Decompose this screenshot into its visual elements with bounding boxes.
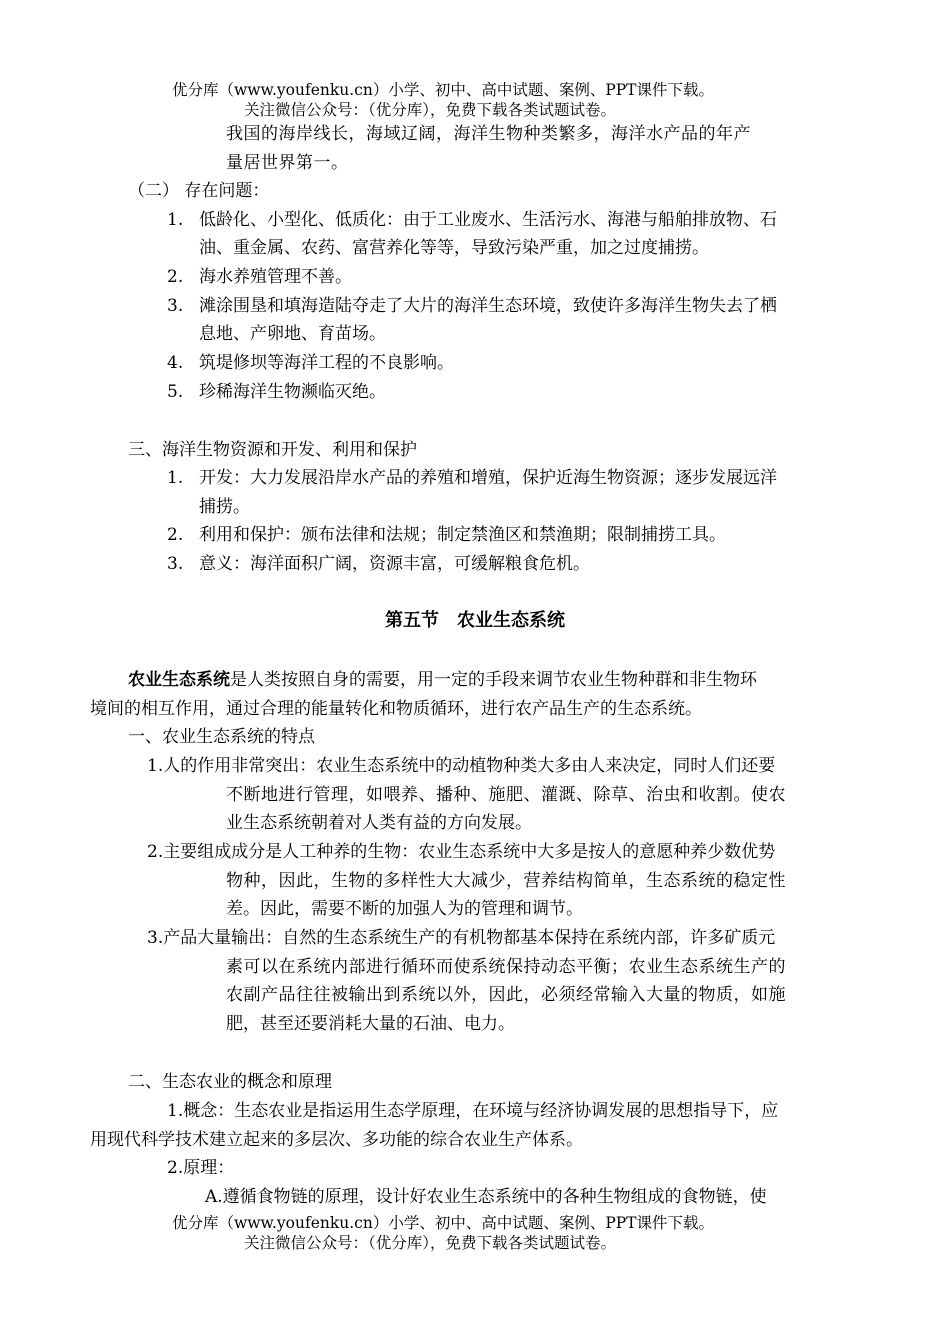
list-number: 1. [167, 468, 184, 488]
feature-2-line-2: 物种，因此，生物的多样性大大减少，营养结构简单，生态系统的稳定性 [226, 871, 786, 891]
problems-heading: （二） 存在问题： [128, 181, 270, 201]
list-number: 2. [167, 267, 184, 287]
features-heading: 一、农业生态系统的特点 [128, 727, 315, 747]
feature-2-line-1: 2.主要组成成分是人工种养的生物：农业生态系统中大多是按人的意愿种养少数优势 [147, 842, 776, 862]
problem-item-3 [167, 293, 777, 319]
problem-text: 海水养殖管理不善。 [199, 267, 352, 287]
problem-text: 滩涂围垦和填海造陆夺走了大片的海洋生态环境，致使许多海洋生物失去了栖 [199, 296, 777, 316]
feature-3-line-2: 素可以在系统内部进行循环而使系统保持动态平衡；农业生态系统生产的 [226, 957, 786, 977]
feature-1-line-3: 业生态系统朝着对人类有益的方向发展。 [226, 813, 532, 833]
list-number: 4. [167, 353, 184, 373]
footer-line-2: 关注微信公众号：（优分库），免费下载各类试题试卷。 [244, 1234, 617, 1252]
feature-1-line-1: 1.人的作用非常突出：农业生态系统中的动植物种类大多由人来决定，同时人们还要 [147, 756, 776, 776]
section-3-text: 开发：大力发展沿岸水产品的养殖和增殖，保护近海生物资源；逐步发展远洋 [199, 468, 777, 488]
ecoag-principle-a: A.遵循食物链的原理，设计好农业生态系统中的各种生物组成的食物链，使 [205, 1187, 767, 1207]
list-number: 5. [167, 382, 184, 402]
problem-item-5 [167, 379, 386, 405]
problem-item-1 [167, 207, 777, 233]
intro-line-1: 我国的海岸线长，海域辽阔，海洋生物种类繁多，海洋水产品的年产 [226, 124, 751, 144]
header-line-1: 优分库（www.youfenku.cn）小学、初中、高中试题、案例、PPT课件下载。 [172, 81, 715, 99]
feature-3-line-1: 3.产品大量输出：自然的生态系统生产的有机物都基本保持在系统内部，许多矿质元 [147, 928, 776, 948]
problem-text: 筑堤修坝等海洋工程的不良影响。 [199, 353, 454, 373]
definition-term: 农业生态系统 [128, 670, 230, 690]
header-line-2: 关注微信公众号：（优分库），免费下载各类试题试卷。 [244, 101, 617, 119]
list-number: 1. [167, 210, 184, 230]
list-number: 2. [167, 525, 184, 545]
ecoag-heading: 二、生态农业的概念和原理 [128, 1072, 332, 1092]
section-3-text: 意义：海洋面积广阔，资源丰富，可缓解粮食危机。 [199, 554, 590, 574]
section-3-text: 利用和保护：颁布法律和法规；制定禁渔区和禁渔期；限制捕捞工具。 [199, 525, 726, 545]
ecoag-concept-line-1: 1.概念：生态农业是指运用生态学原理，在环境与经济协调发展的思想指导下，应 [167, 1101, 779, 1121]
definition-line-2: 境间的相互作用，通过合理的能量转化和物质循环，进行农产品生产的生态系统。 [90, 699, 702, 719]
section-3-item-3 [167, 551, 590, 577]
list-number: 3. [167, 554, 184, 574]
problem-item-4 [167, 350, 454, 376]
list-number: 3. [167, 296, 184, 316]
problem-item-1-cont: 油、重金属、农药、富营养化等等，导致污染严重，加之过度捕捞。 [199, 238, 709, 258]
ecoag-concept-line-2: 用现代科学技术建立起来的多层次、多功能的综合农业生产体系。 [90, 1130, 583, 1150]
definition-line-1 [128, 667, 757, 693]
feature-3-line-4: 肥，甚至还要消耗大量的石油、电力。 [226, 1014, 515, 1034]
ecoag-principle: 2.原理： [167, 1158, 235, 1178]
feature-3-line-3: 农副产品往往被输出到系统以外，因此，必须经常输入大量的物质，如施 [226, 985, 786, 1005]
section-title: 第五节 农业生态系统 [385, 610, 565, 631]
problem-text: 低龄化、小型化、低质化：由于工业废水、生活污水、海港与船舶排放物、石 [199, 210, 777, 230]
problem-item-2 [167, 264, 352, 290]
intro-line-2: 量居世界第一。 [226, 153, 349, 173]
problem-text: 珍稀海洋生物濒临灭绝。 [199, 382, 386, 402]
problem-item-3-cont: 息地、产卵地、育苗场。 [199, 324, 386, 344]
section-3-item-1 [167, 465, 777, 491]
definition-text: 是人类按照自身的需要，用一定的手段来调节农业生物种群和非生物环 [230, 670, 757, 690]
section-3-item-1-cont: 捕捞。 [199, 497, 250, 517]
footer-line-1: 优分库（www.youfenku.cn）小学、初中、高中试题、案例、PPT课件下载。 [172, 1214, 715, 1232]
feature-2-line-3: 差。因此，需要不断的加强人为的管理和调节。 [226, 899, 583, 919]
section-3-item-2 [167, 522, 726, 548]
feature-1-line-2: 不断地进行管理，如喂养、播种、施肥、灌溉、除草、治虫和收割。使农 [226, 785, 786, 805]
section-3-heading: 三、海洋生物资源和开发、利用和保护 [128, 440, 417, 460]
